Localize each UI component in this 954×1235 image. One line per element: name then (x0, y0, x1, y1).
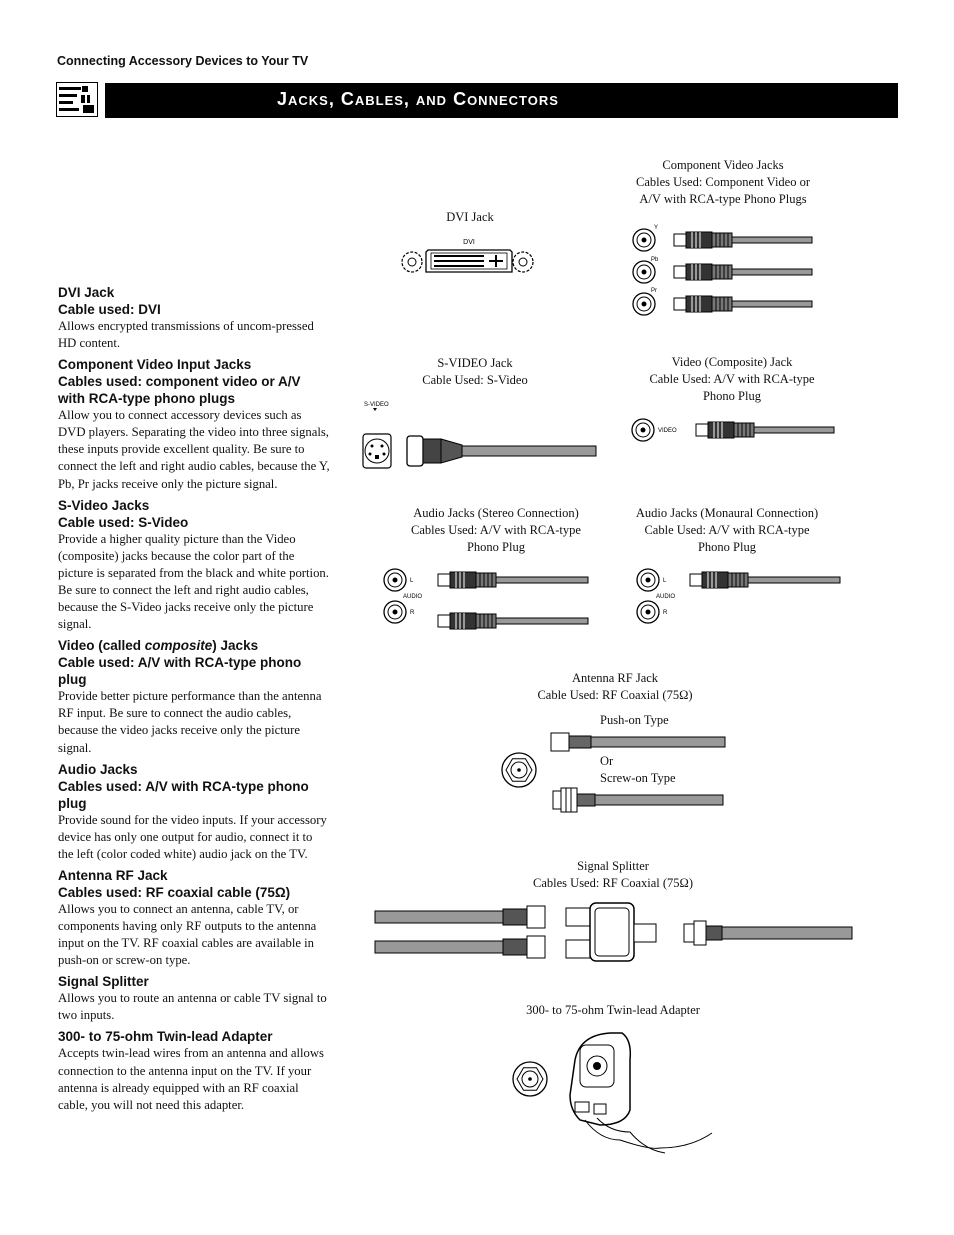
section-body: Provide better picture performance than the antenna RF input. Be sure to connect the audio cables, because the video jacks receive only the picture signal. (58, 689, 322, 755)
section-heading: Audio Jacks (58, 761, 138, 777)
caption-line: A/V with RCA-type Phono Plugs (639, 192, 807, 206)
audio-label: AUDIO (656, 594, 676, 600)
svideo-jack (363, 402, 596, 468)
section-subheading: Cables used: A/V with RCA-type phono plug (58, 778, 309, 811)
l-label: L (663, 578, 667, 584)
heading-part: ) Jacks (212, 638, 259, 654)
section-heading: Signal Splitter (58, 974, 149, 990)
composite-jack (632, 419, 834, 441)
section-heading: DVI Jack (58, 285, 115, 300)
dvi-jack (402, 239, 533, 272)
section-body: Allows you to route an antenna or cable TV signal to two inputs. (58, 991, 327, 1023)
caption-or: Or (600, 754, 614, 768)
pr-label: Pr (651, 288, 657, 294)
section-body: Provide sound for the video inputs. If your accessory device has only one output for audio, connect it to the left (color coded white) audio jack on the TV. (58, 812, 327, 861)
running-head: Connecting Accessory Devices to Your TV (57, 54, 309, 68)
page-title: Jacks, Cables, and Connectors (277, 89, 559, 109)
caption-line: Cables Used: Component Video or (636, 175, 810, 189)
section-body: Provide a higher quality picture than the Video (composite) jacks because the color part of the picture is separated from the black and white portion. Be sure to connect the left and right audio cables, because the S-Video jacks receive only the picture signal. (58, 531, 329, 632)
caption-line: Audio Jacks (Stereo Connection) (413, 506, 579, 520)
svideo-label: S-VIDEO (364, 402, 389, 408)
caption-push-on: Push-on Type (600, 713, 669, 727)
signal-splitter (375, 903, 852, 961)
section-subheading: Cable used: A/V with RCA-type phono plug (58, 655, 302, 688)
section-subheading: Cable used: S-Video (58, 514, 189, 530)
caption-line: Cables Used: A/V with RCA-type (411, 523, 581, 537)
caption-line: Phono Plug (702, 389, 761, 403)
caption-line: Signal Splitter (577, 859, 649, 873)
caption-line: Cable Used: A/V with RCA-type (649, 372, 815, 386)
caption-line: Phono Plug (697, 540, 756, 554)
section-subheading: Cables used: RF coaxial cable (75Ω) (58, 884, 291, 900)
caption-line: Component Video Jacks (662, 158, 784, 172)
caption-line: Phono Plug (466, 540, 525, 554)
audio-label: AUDIO (403, 594, 423, 600)
section-subheading: Cables used: component video or A/V with RCA-type phono plugs (58, 374, 301, 407)
caption-screw-on: Screw-on Type (600, 771, 676, 785)
l-label: L (410, 578, 414, 584)
r-label: R (663, 610, 668, 616)
twin-lead-adapter (513, 1033, 712, 1153)
caption-line: Cable Used: A/V with RCA-type (644, 523, 810, 537)
caption-dvi: DVI Jack (446, 210, 494, 224)
caption-line: Video (Composite) Jack (671, 355, 793, 369)
section-heading: Component Video Input Jacks (58, 357, 252, 373)
antenna-rf-jack (502, 733, 725, 812)
caption-line: Cable Used: S-Video (422, 373, 528, 387)
caption-line: Cable Used: RF Coaxial (75Ω) (537, 688, 693, 702)
section-heading: 300- to 75-ohm Twin-lead Adapter (58, 1029, 273, 1045)
section-heading: Antenna RF Jack (58, 867, 168, 883)
video-label: VIDEO (658, 428, 677, 434)
r-label: R (410, 610, 415, 616)
caption-line: Audio Jacks (Monaural Connection) (635, 506, 819, 520)
section-subheading: Cable used: DVI (58, 302, 161, 317)
heading-emphasis: composite (144, 638, 213, 654)
component-jacks (633, 225, 812, 315)
caption-line: S-VIDEO Jack (437, 356, 513, 370)
section-body: Allow you to connect accessory devices such as DVD players. Separating the video into three signals, these inputs provide excellent quality. Be sure to connect the left and right audio cables, because the Y, Pb, Pr jacks receive only the picture signal. (58, 408, 330, 491)
pb-label: Pb (651, 257, 659, 263)
heading-part: Video (called (58, 638, 145, 654)
y-label: Y (654, 225, 659, 231)
caption-line: Antenna RF Jack (571, 671, 659, 685)
audio-stereo-jacks (384, 569, 588, 629)
caption-adapter: 300- to 75-ohm Twin-lead Adapter (526, 1003, 700, 1017)
caption-line: Cables Used: RF Coaxial (75Ω) (533, 876, 693, 890)
section-heading: S-Video Jacks (58, 497, 150, 513)
section-body: Allows you to connect an antenna, cable TV, or components having only RF outputs to the antenna input on the TV. RF coaxial cables are available in push-on or screw-on type. (58, 901, 317, 968)
audio-mono-jacks (637, 569, 840, 623)
dvi-label: DVI (463, 239, 475, 246)
section-body: Allows encrypted transmissions of uncom-pressed HD content. (58, 319, 314, 351)
section-body: Accepts twin-lead wires from an antenna and allows connection to the antenna input on the TV. If your antenna is already equipped with an RF coaxial cable, you will not need this adapter. (58, 1046, 324, 1112)
